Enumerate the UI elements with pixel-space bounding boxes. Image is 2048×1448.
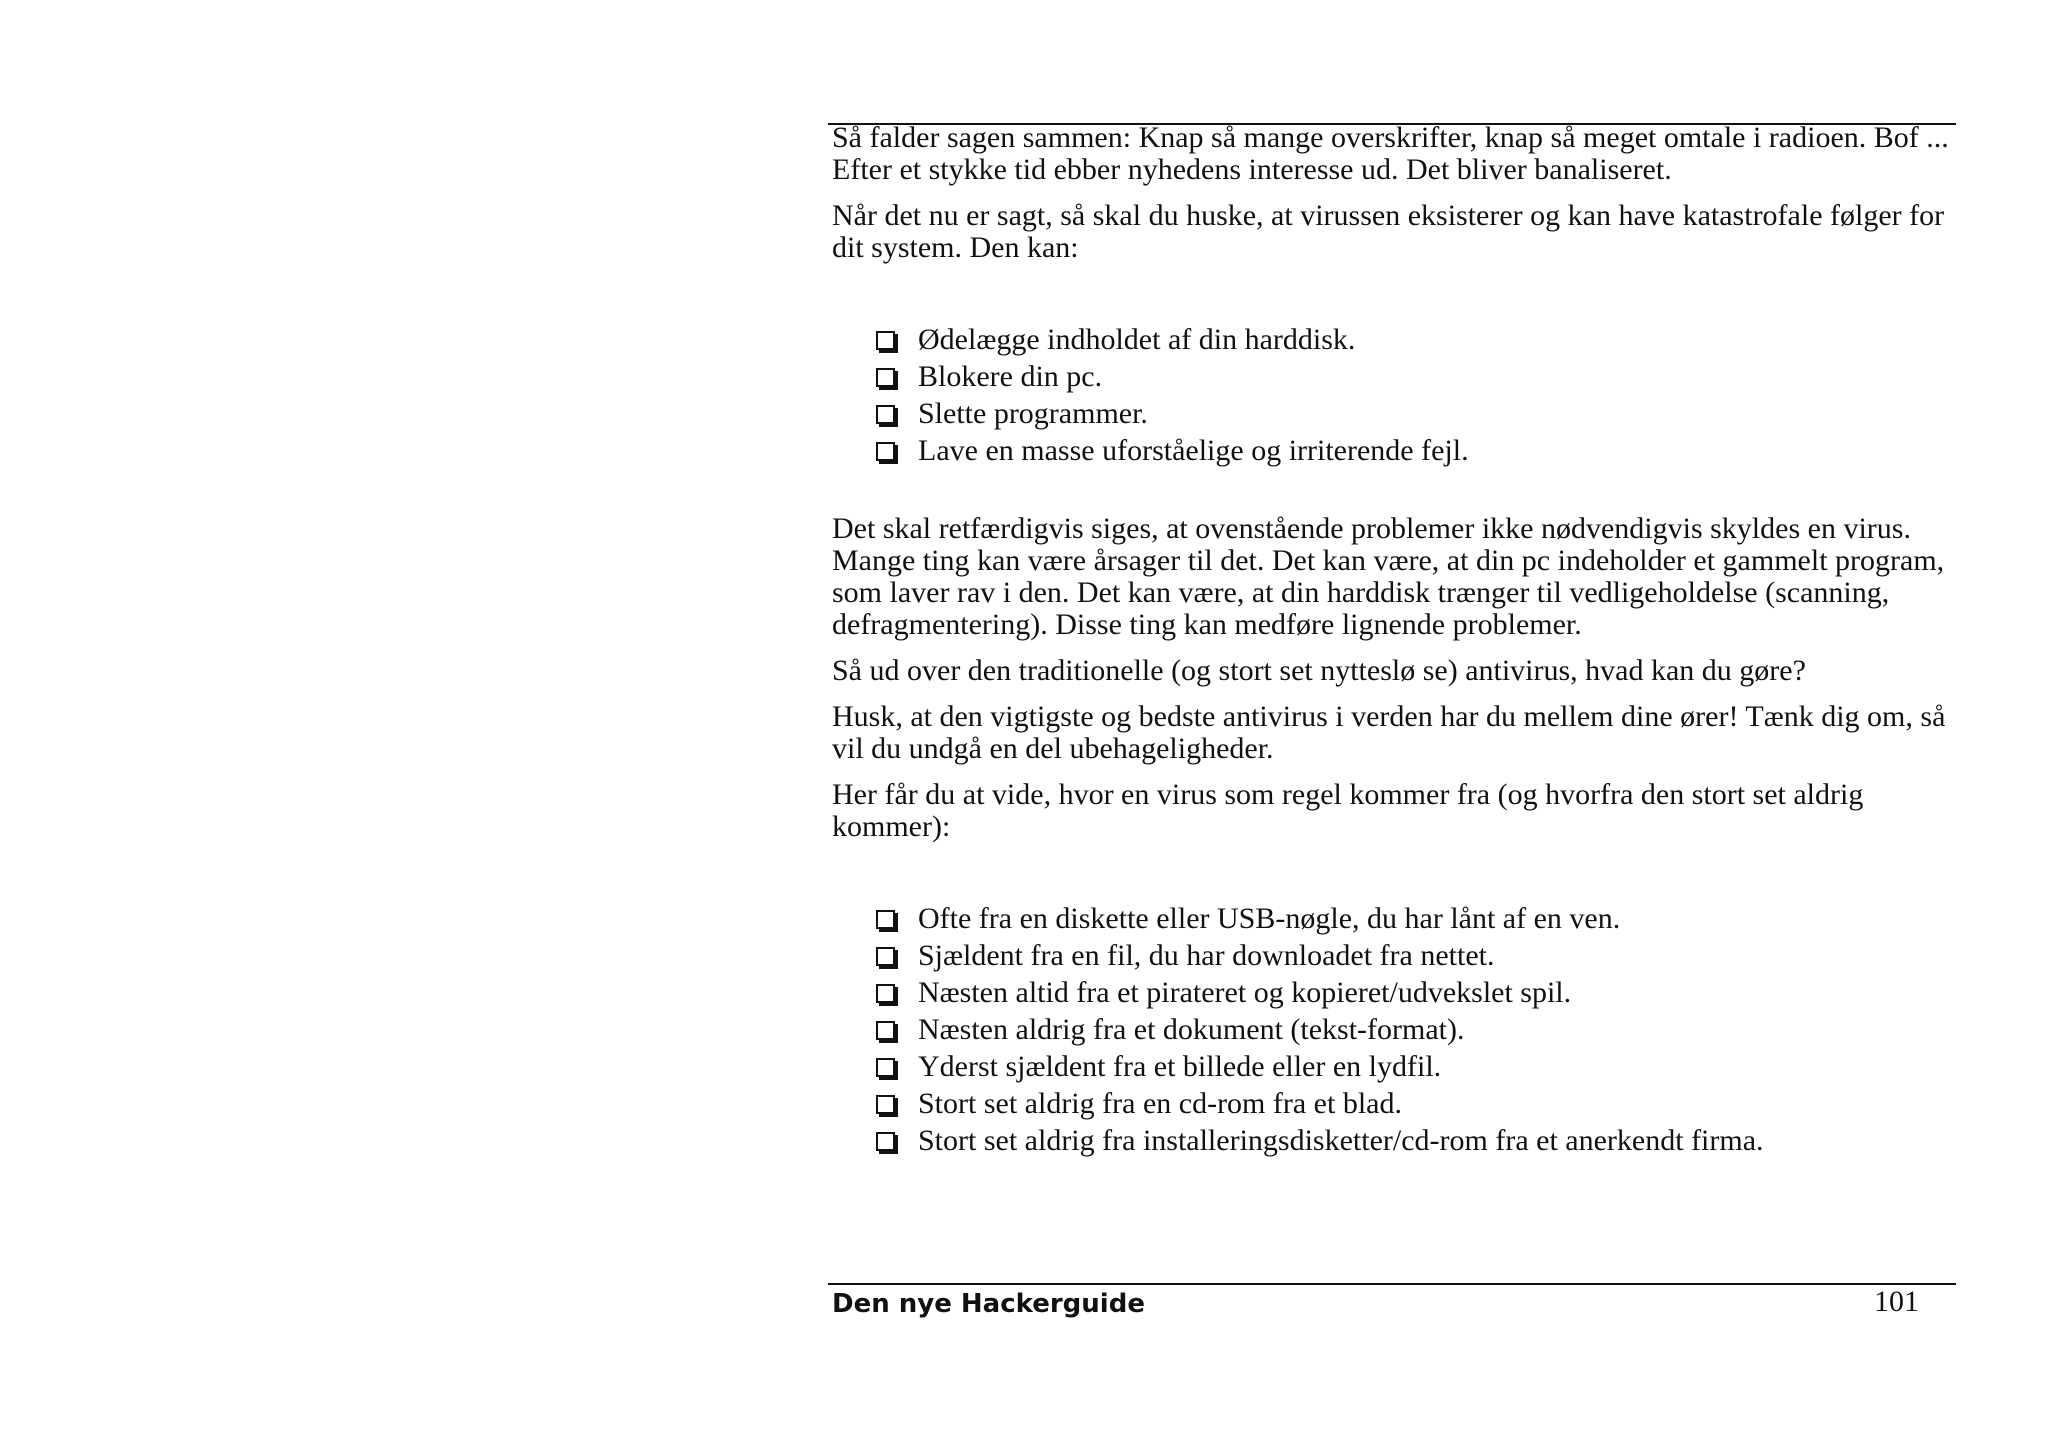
list-item: [876, 395, 1956, 432]
page-number: 101: [1874, 1285, 1919, 1318]
paragraph: Så falder sagen sammen: Knap så mange overskrifter, knap så meget omtale i radioen. Bof ... Efter et stykke tid ebber nyhedens interesse ud. Det bliver banaliseret.: [832, 121, 1949, 186]
checkbox-bullet-icon: [876, 1095, 895, 1114]
list-item: [876, 1048, 1956, 1085]
list-item-text: Lave en masse uforståelige og irriterende fejl.: [918, 434, 1469, 467]
checkbox-bullet-icon: [876, 442, 895, 461]
list-item-text: Næsten aldrig fra et dokument (tekst-format).: [918, 1013, 1465, 1046]
checklist-consequences: [832, 321, 1956, 469]
list-item-text: Stort set aldrig fra installeringsdisketter/cd-rom fra et anerkendt firma.: [918, 1124, 1764, 1157]
list-item: [876, 1085, 1956, 1122]
checkbox-bullet-icon: [876, 1132, 895, 1151]
list-item-text: Næsten altid fra et pirateret og kopieret/udvekslet spil.: [918, 976, 1572, 1009]
list-item: [876, 1011, 1956, 1048]
list-item: [876, 900, 1956, 937]
list-item-text: Blokere din pc.: [918, 360, 1103, 393]
checkbox-bullet-icon: [876, 331, 895, 350]
checkbox-bullet-icon: [876, 910, 895, 929]
footer-book-title: Den nye Hackerguide: [832, 1289, 1145, 1319]
checklist-virus-sources: [832, 900, 1956, 1159]
checkbox-bullet-icon: [876, 368, 895, 387]
paragraph: Det skal retfærdigvis siges, at ovenstående problemer ikke nødvendigvis skyldes en virus. Mange ting kan være årsager til det. Det kan være, at din pc indeholder et gammelt program, som laver rav i den. Det kan være, at din harddisk trænger til vedligeholdelse (scanning, defragmentering). Disse ting kan medføre lignende problemer.: [832, 512, 1945, 641]
list-item: [876, 432, 1956, 469]
checkbox-bullet-icon: [876, 947, 895, 966]
checkbox-bullet-icon: [876, 1021, 895, 1040]
checkbox-bullet-icon: [876, 984, 895, 1003]
checkbox-bullet-icon: [876, 1058, 895, 1077]
paragraph: Her får du at vide, hvor en virus som regel kommer fra (og hvorfra den stort set aldrig kommer):: [832, 778, 1864, 843]
paragraph: Når det nu er sagt, så skal du huske, at virussen eksisterer og kan have katastrofale følger for dit system. Den kan:: [832, 199, 1945, 264]
list-item: [876, 937, 1956, 974]
list-item: [876, 358, 1956, 395]
list-item-text: Ødelægge indholdet af din harddisk.: [918, 323, 1356, 356]
list-item-text: Slette programmer.: [918, 397, 1148, 430]
paragraph: Husk, at den vigtigste og bedste antivirus i verden har du mellem dine ører! Tænk dig om, så vil du undgå en del ubehageligheder.: [832, 700, 1946, 765]
list-item: [876, 321, 1956, 358]
list-item-text: Yderst sjældent fra et billede eller en lydfil.: [918, 1050, 1442, 1083]
list-item-text: Sjældent fra en fil, du har downloadet fra nettet.: [918, 939, 1495, 972]
list-item: [876, 1122, 1956, 1159]
page-body: [832, 122, 1956, 1159]
list-item-text: Ofte fra en diskette eller USB-nøgle, du har lånt af en ven.: [918, 902, 1621, 935]
list-item: [876, 974, 1956, 1011]
list-item-text: Stort set aldrig fra en cd-rom fra et blad.: [918, 1087, 1402, 1120]
paragraph: Så ud over den traditionelle (og stort set nytteslø se) antivirus, hvad kan du gøre?: [832, 654, 1806, 687]
checkbox-bullet-icon: [876, 405, 895, 424]
footer-rule: [828, 1283, 1956, 1285]
